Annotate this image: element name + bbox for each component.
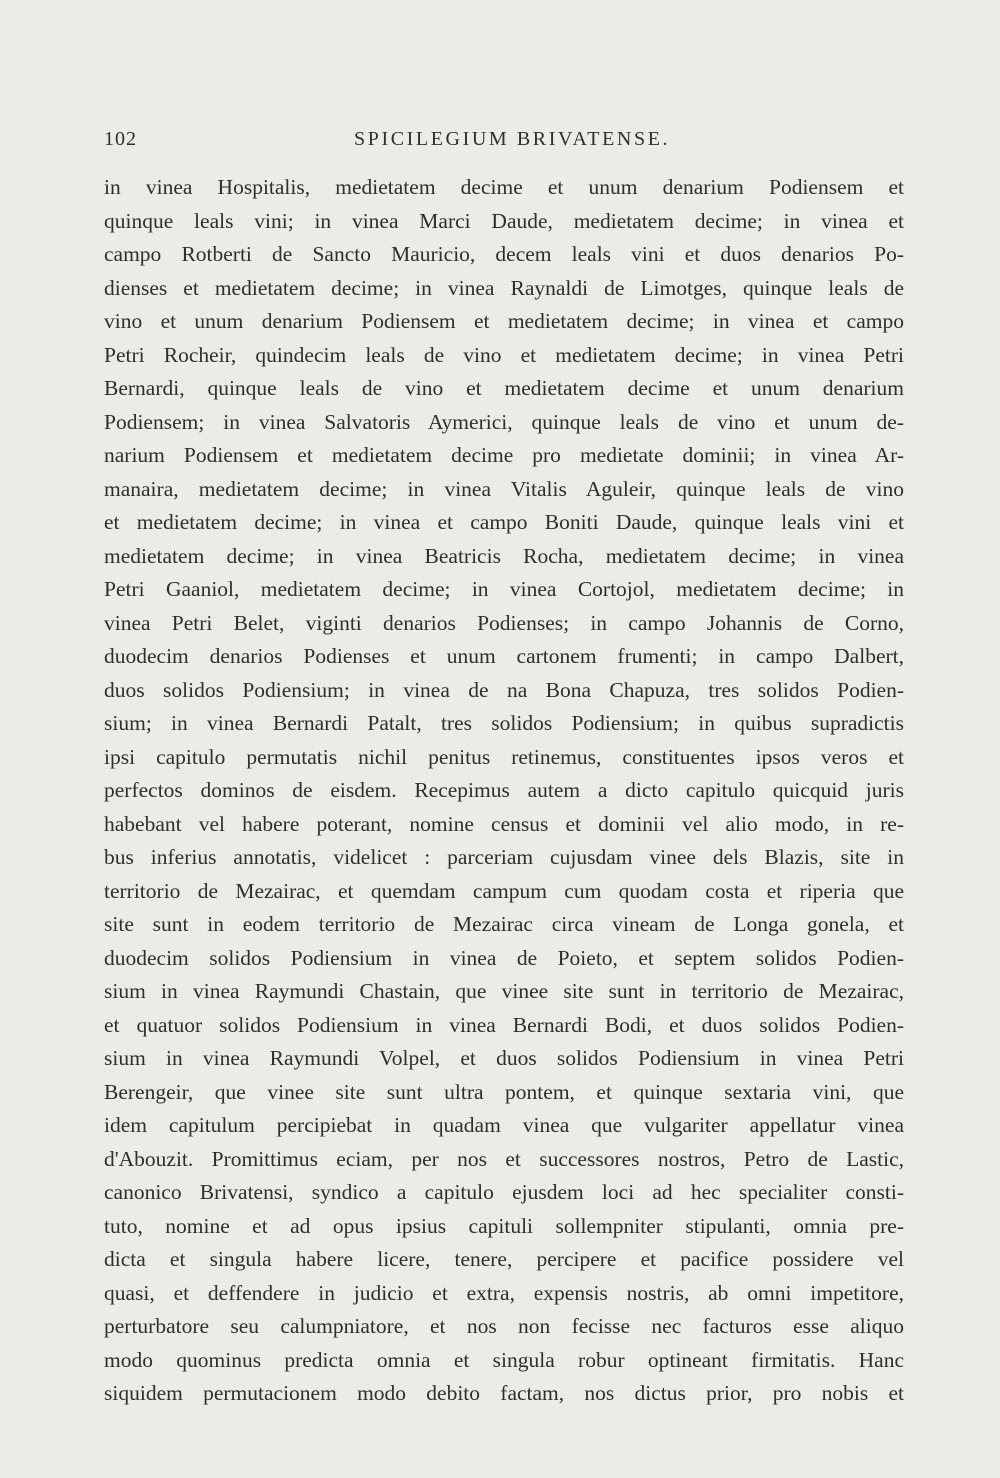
running-title: SPICILEGIUM BRIVATENSE.	[354, 128, 671, 150]
text-line: narium Podiensem et medietatem decime pro medietate dominii; in vinea Ar-	[104, 443, 904, 467]
text-line: Podiensem; in vinea Salvatoris Aymerici, quinque leals de vino et unum de-	[104, 409, 904, 434]
text-line: d'Abouzit. Promittimus eciam, per nos et successores nostros, Petro de Lastic,	[104, 1146, 904, 1171]
text-line: habebant vel habere poterant, nomine census et dominii vel alio modo, in re-	[104, 811, 904, 836]
text-line: quinque leals vini; in vinea Marci Daude, medietatem decime; in vinea et	[104, 208, 904, 233]
text-line: Petri Rocheir, quindecim leals de vino et medietatem decime; in vinea Petri	[104, 342, 904, 367]
text-line: Petri Gaaniol, medietatem decime; in vinea Cortojol, medietatem decime; in	[104, 577, 904, 601]
body-text	[104, 171, 904, 1411]
text-line: sium in vinea Raymundi Volpel, et duos solidos Podiensium in vinea Petri	[104, 1046, 904, 1070]
text-line: siquidem permutacionem modo debito factam, nos dictus prior, pro nobis et	[104, 1381, 904, 1405]
text-line: bus inferius annotatis, videlicet : parceriam cujusdam vinee dels Blazis, site in	[104, 845, 904, 869]
text-line: campo Rotberti de Sancto Mauricio, decem leals vini et duos denarios Po-	[104, 242, 904, 266]
text-line: ipsi capitulo permutatis nichil penitus retinemus, constituentes ipsos veros et	[104, 744, 904, 769]
text-line: medietatem decime; in vinea Beatricis Rocha, medietatem decime; in vinea	[104, 543, 904, 568]
text-line: sium; in vinea Bernardi Patalt, tres solidos Podiensium; in quibus supradictis	[104, 711, 904, 735]
text-line: duodecim denarios Podienses et unum cartonem frumenti; in campo Dalbert,	[104, 644, 904, 668]
text-line: sium in vinea Raymundi Chastain, que vinee site sunt in territorio de Mezairac,	[104, 979, 904, 1003]
text-line: duodecim solidos Podiensium in vinea de Poieto, et septem solidos Podien-	[104, 945, 904, 970]
text-line: modo quominus predicta omnia et singula robur optineant firmitatis. Hanc	[104, 1347, 904, 1372]
text-line: et quatuor solidos Podiensium in vinea Bernardi Bodi, et duos solidos Podien-	[104, 1012, 904, 1037]
page-number: 102	[104, 128, 137, 150]
text-line: canonico Brivatensi, syndico a capitulo ejusdem loci ad hec specialiter consti-	[104, 1180, 904, 1204]
text-line: dienses et medietatem decime; in vinea Raynaldi de Limotges, quinque leals de	[104, 275, 904, 300]
text-line: dicta et singula habere licere, tenere, percipere et pacifice possidere vel	[104, 1247, 904, 1271]
text-line: tuto, nomine et ad opus ipsius capituli sollempniter stipulanti, omnia pre-	[104, 1213, 904, 1238]
text-line: territorio de Mezairac, et quemdam campum cum quodam costa et riperia que	[104, 878, 904, 903]
text-line: et medietatem decime; in vinea et campo Boniti Daude, quinque leals vini et	[104, 510, 904, 534]
text-line: vino et unum denarium Podiensem et medietatem decime; in vinea et campo	[104, 309, 904, 333]
text-line: perfectos dominos de eisdem. Recepimus autem a dicto capitulo quicquid juris	[104, 778, 904, 802]
text-line: site sunt in eodem territorio de Mezairac circa vineam de Longa gonela, et	[104, 912, 904, 936]
text-line: in vinea Hospitalis, medietatem decime et unum denarium Podiensem et	[104, 175, 904, 199]
text-line: idem capitulum percipiebat in quadam vinea que vulgariter appellatur vinea	[104, 1113, 904, 1137]
text-line: duos solidos Podiensium; in vinea de na Bona Chapuza, tres solidos Podien-	[104, 677, 904, 702]
text-line: quasi, et deffendere in judicio et extra, expensis nostris, ab omni impetitore,	[104, 1280, 904, 1305]
text-line: Bernardi, quinque leals de vino et medietatem decime et unum denarium	[104, 376, 904, 400]
text-line: Berengeir, que vinee site sunt ultra pontem, et quinque sextaria vini, que	[104, 1079, 904, 1104]
running-head	[104, 128, 904, 160]
text-line: perturbatore seu calumpniatore, et nos non fecisse nec facturos esse aliquo	[104, 1314, 904, 1338]
text-line: vinea Petri Belet, viginti denarios Podienses; in campo Johannis de Corno,	[104, 610, 904, 635]
text-line: manaira, medietatem decime; in vinea Vitalis Aguleir, quinque leals de vino	[104, 476, 904, 501]
